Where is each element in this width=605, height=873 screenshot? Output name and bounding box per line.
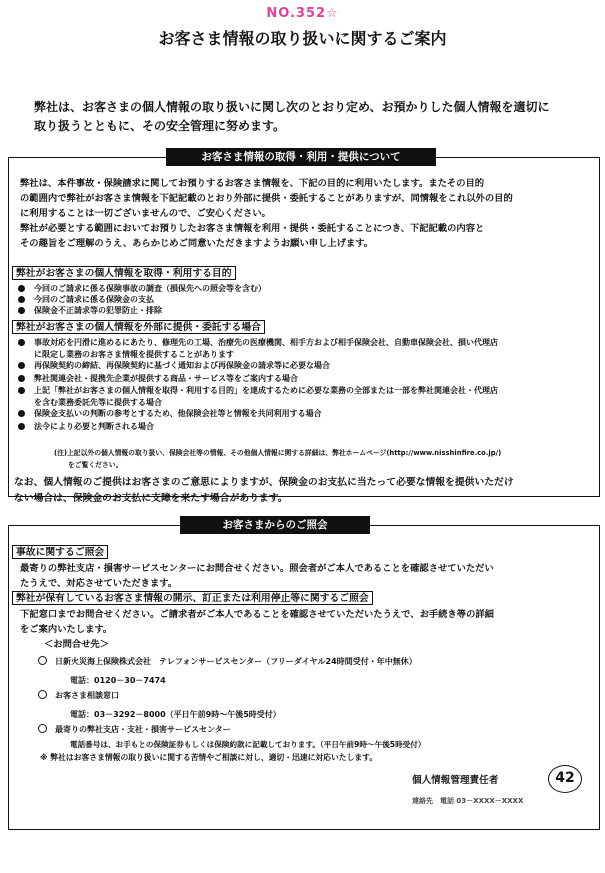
provision-list [14, 337, 498, 433]
contact-item: 最寄りの弊社支店・支社・損害サービスセンター 電話番号は、お手もとの保険証券もしくは保険約款に記載しております。（平日午前9時～午後5時受付） [38, 723, 425, 751]
section-inquiry-title: お客さまからのご照会 [180, 516, 370, 534]
circle-bullet-icon [38, 690, 47, 699]
bullet-icon [18, 296, 25, 303]
section-acquisition-title: お客さま情報の取得・利用・提供について [166, 148, 436, 166]
signature-contact: 連絡先 電話 03－XXXX－XXXX [412, 797, 524, 805]
page-number-badge: 42 [548, 765, 582, 793]
provision-heading: 弊社がお客さまの個人情報を外部に提供・委託する場合 [12, 320, 265, 334]
circle-bullet-icon [38, 724, 47, 733]
contact-item: お客さま相談窓口 電話：03－3292－8000（平日午前9時～午後5時受付） [38, 689, 281, 721]
provision-note: (注)上記以外の個人情報の取り扱い、保険会社等の情報、その他個人情報に関する詳細は、弊社ホームページ(http://www.nisshinfire.co.jp/) をご覧ください。 [54, 449, 502, 469]
list-item: 保険金支払いの判断の参考とするため、他保険会社等と情報を共同利用する場合 [14, 408, 498, 421]
bullet-icon [18, 339, 25, 346]
bullet-icon [18, 362, 25, 369]
disclosure-inquiry-paragraph: 下記窓口までお問合せください。ご請求者がご本人であることを確認させていただいたうえで、お手続き等の詳細 をご案内いたします。 [20, 609, 494, 635]
disclosure-inquiry-heading: 弊社が保有しているお客さま情報の開示、訂正または利用停止等に関するご照会 [12, 591, 373, 605]
signature-office: 個人情報管理責任者 [412, 775, 499, 786]
bullet-icon [18, 307, 25, 314]
list-item: 法令により必要と判断される場合 [14, 421, 498, 434]
list-item: 保険金不正請求等の犯罪防止・排除 [14, 305, 266, 316]
bullet-icon [18, 387, 25, 394]
document-number: NO.352☆ [266, 6, 339, 21]
list-item: 弊社関連会社・提携先企業が提供する商品・サービス等をご案内する場合 [14, 373, 498, 386]
contact-heading: ＜お問合せ先＞ [44, 639, 110, 650]
intro-paragraph: 弊社は、お客さまの個人情報の取り扱いに関し次のとおり定め、お預かりした個人情報を適切に 取り扱うとともに、その安全管理に努めます。 [34, 100, 550, 133]
contact-item: 日新火災海上保険株式会社 テレフォンサービスセンター（フリーダイヤル24時間受付・年中無休） 電話：0120－30－7474 [38, 655, 417, 687]
accident-inquiry-paragraph: 最寄りの弊社支店・損害サービスセンターにお問合せください。照会者がご本人であることを確認させていただい たうえで、対応させていただきます。 [20, 563, 494, 589]
bullet-icon [18, 423, 25, 430]
bullet-icon [18, 375, 25, 382]
list-item: 事故対応を円滑に進めるにあたり、修理先の工場、治療先の医療機関、相手方および相手保険会社、自動車保険会社、損い代理店 に限定し業務のお客さま情報を提供することがあります [14, 337, 498, 360]
list-item: 今回のご請求に係る保険事故の調査（損保先への照会等を含む） [14, 283, 266, 294]
list-item: 再保険契約の締結、再保険契約に基づく通知および再保険金の請求等に必要な場合 [14, 360, 498, 373]
circle-bullet-icon [38, 656, 47, 665]
list-item: 上記「弊社がお客さまの個人情報を取得・利用する目的」を達成するために必要な業務の全部または一部を弊社関連会社・代理店 を含む業務委託先等に提供する場合 [14, 385, 498, 408]
page-title: お客さま情報の取り扱いに関するご案内 [158, 29, 447, 48]
section-acquisition-paragraph: 弊社は、本件事故・保険請求に関してお預りするお客さま情報を、下記の目的に利用いたします。またその目的 の範囲内で弊社がお客さま情報を下記記載のとおり外部に提供・委託することがありますが、同情報をこれ以外の目的 に利用することは一切ございませんので、ご安心ください。 弊社が必要とする範囲においてお預りしたお客さま情報を利用・提供・委託することにつき、下記記載の内容と その趣旨をご理解のうえ、あらかじめご同意いただきますようお願い申し上げます。 [20, 178, 513, 249]
closing-paragraph: なお、個人情報のご提供はお客さまのご意思によりますが、保険金のお支払に当たって必要な情報を提供いただけ ない場合は、保険金のお支払に支障を来たす場合があります。 [14, 477, 514, 504]
purpose-heading: 弊社がお客さまの個人情報を取得・利用する目的 [12, 266, 236, 280]
bullet-icon [18, 410, 25, 417]
accident-inquiry-heading: 事故に関するご照会 [12, 545, 108, 559]
footer-note: ※ 弊社はお客さま情報の取り扱いに関する苦情やご相談に対し、適切・迅速に対応いたします。 [40, 753, 378, 762]
purpose-list [14, 283, 266, 316]
list-item: 今回のご請求に係る保険金の支払 [14, 294, 266, 305]
bullet-icon [18, 285, 25, 292]
